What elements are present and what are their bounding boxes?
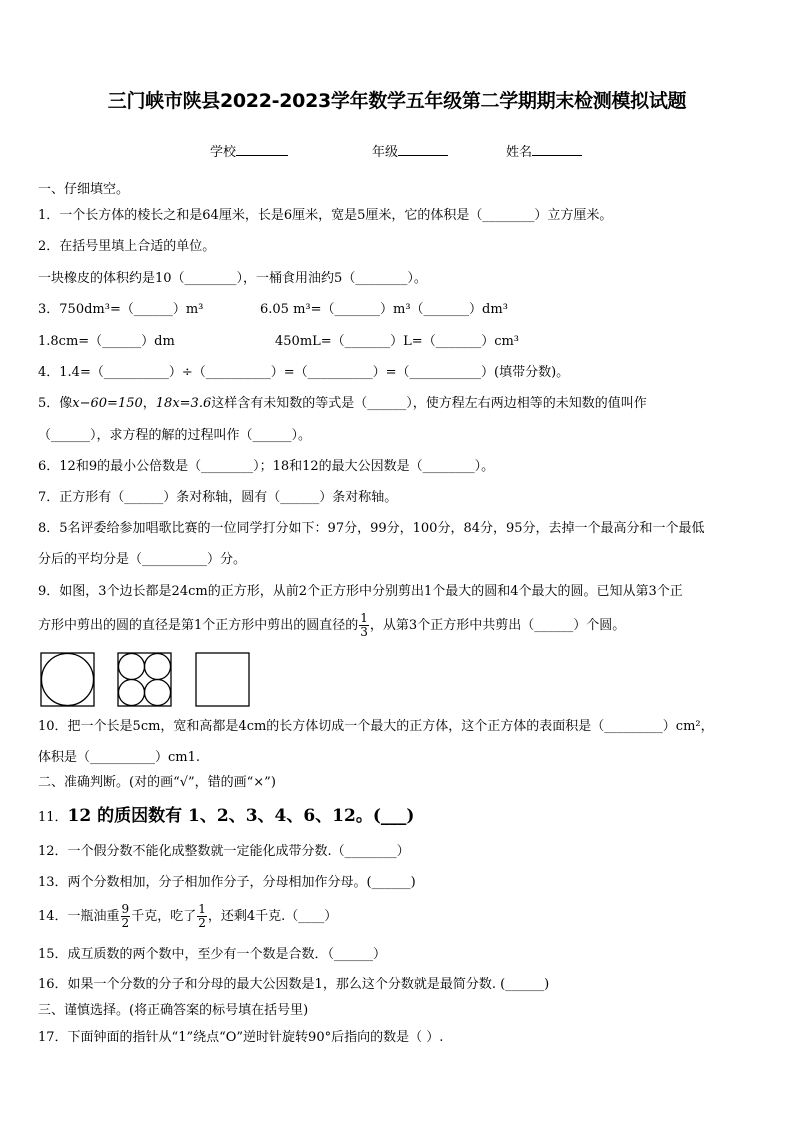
question-9: 9．如图，3个边长都是24cm的正方形，从前2个正方形中分别剪出1个最大的圆和4个最大的圆。已知从第3个正 xyxy=(38,584,683,599)
grade-field[interactable] xyxy=(372,141,448,160)
q5-equation-1: x−60=150 xyxy=(72,396,143,411)
squares-figure xyxy=(40,652,252,712)
question-8-line-2: 分后的平均分是（__________）分。 xyxy=(38,552,247,567)
square-2-circle-3 xyxy=(119,680,145,706)
section-1-heading: 一、仔细填空。 xyxy=(38,182,130,197)
q14-prefix: 14．一瓶油重 xyxy=(38,909,120,924)
question-14 xyxy=(38,903,337,931)
question-10: 10．把一个长是5cm，宽和高都是4cm的长方体切成一个最大的正方体，这个正方体的表面积是（_________）cm²， xyxy=(38,719,714,734)
q5-equation-2: 18x=3.6 xyxy=(155,396,212,411)
name-label: 姓名 xyxy=(506,145,533,160)
square-1-circle xyxy=(42,654,94,706)
question-7: 7．正方形有（______）条对称轴，圆有（______）条对称轴。 xyxy=(38,490,398,505)
squares-svg xyxy=(40,652,252,708)
q14-middle: 千克，吃了 xyxy=(131,909,197,924)
q5-separator: ， xyxy=(142,396,156,411)
fraction-numerator: 1 xyxy=(360,611,368,625)
square-2 xyxy=(118,653,171,706)
fraction-numerator: 9 xyxy=(121,902,130,916)
fraction-denominator: 2 xyxy=(198,916,206,930)
question-3d: 450mL=（_______）L=（_______）cm³ xyxy=(275,334,520,349)
question-3a: 3．750dm³=（______）m³ xyxy=(38,302,204,317)
fraction-one-third xyxy=(359,612,369,639)
square-2-circle-4 xyxy=(145,680,171,706)
question-3b: 6.05 m³=（_______）m³（_______）dm³ xyxy=(260,302,508,317)
question-11 xyxy=(38,804,414,830)
question-10-line-2: 体积是（__________）cm1. xyxy=(38,750,201,765)
question-4: 4．1.4=（__________）÷（__________）=（__________）=（___________）(填带分数)。 xyxy=(38,365,570,380)
fraction-nine-halves xyxy=(121,903,131,930)
q14-suffix: ，还剩4千克.（____） xyxy=(207,909,338,924)
square-2-circle-2 xyxy=(145,654,171,680)
q11-text: 12 的质因数有 1、2、3、4、6、12。(___) xyxy=(67,806,415,826)
fraction-numerator: 1 xyxy=(198,902,206,916)
fraction-denominator: 3 xyxy=(360,625,368,639)
question-9-line-2 xyxy=(38,612,625,640)
question-5 xyxy=(38,394,647,414)
square-3 xyxy=(196,653,249,706)
question-17: 17．下面钟面的指针从“1”绕点“O”逆时针旋转90°后指向的数是（ ）. xyxy=(38,1030,444,1045)
q5-suffix: 这样含有未知数的等式是（______），使方程左右两边相等的未知数的值叫作 xyxy=(211,396,647,411)
q11-number: 11． xyxy=(38,810,68,825)
question-8: 8．5名评委给参加唱歌比赛的一位同学打分如下：97分，99分，100分，84分，95分，去掉一个最高分和一个最低 xyxy=(38,521,705,536)
school-field[interactable] xyxy=(210,141,288,160)
question-12: 12．一个假分数不能化成整数就一定能化成带分数.（________） xyxy=(38,844,410,859)
square-2-circle-1 xyxy=(119,654,145,680)
section-2-heading: 二、准确判断。(对的画“√”，错的画“×”) xyxy=(38,775,276,790)
question-16: 16．如果一个分数的分子和分母的最大公因数是1，那么这个分数就是最简分数. (______) xyxy=(38,977,550,992)
school-label: 学校 xyxy=(210,145,237,160)
question-3c: 1.8cm=（______）dm xyxy=(38,334,175,349)
q9-prefix: 方形中剪出的圆的直径是第1个正方形中剪出的圆直径的 xyxy=(38,618,359,633)
question-2-line-2: 一块橡皮的体积约是10（________），一桶食用油约5（________）。 xyxy=(38,271,427,286)
fraction-denominator: 2 xyxy=(121,916,130,930)
question-15: 15．成互质数的两个数中，至少有一个数是合数．（______） xyxy=(38,947,387,962)
section-3-heading: 三、谨慎选择。(将正确答案的标号填在括号里) xyxy=(38,1003,309,1018)
question-5-line-2: （______），求方程的解的过程叫作（______）。 xyxy=(38,428,312,443)
q9-suffix: ，从第3个正方形中共剪出（______）个圆。 xyxy=(369,618,626,633)
page-title: 三门峡市陕县2022-2023学年数学五年级第二学期期末检测模拟试题 xyxy=(107,90,687,112)
name-field[interactable] xyxy=(506,141,582,160)
question-6: 6．12和9的最小公倍数是（________）；18和12的最大公因数是（________）。 xyxy=(38,459,495,474)
grade-label: 年级 xyxy=(372,145,399,160)
q5-prefix: 5．像 xyxy=(38,396,73,411)
question-2: 2．在括号里填上合适的单位。 xyxy=(38,239,216,254)
question-1: 1．一个长方体的棱长之和是64厘米，长是6厘米，宽是5厘米，它的体积是（________）立方厘米。 xyxy=(38,208,613,223)
fraction-one-half xyxy=(197,903,207,930)
question-13: 13．两个分数相加，分子相加作分子，分母相加作分母。(______) xyxy=(38,875,416,890)
